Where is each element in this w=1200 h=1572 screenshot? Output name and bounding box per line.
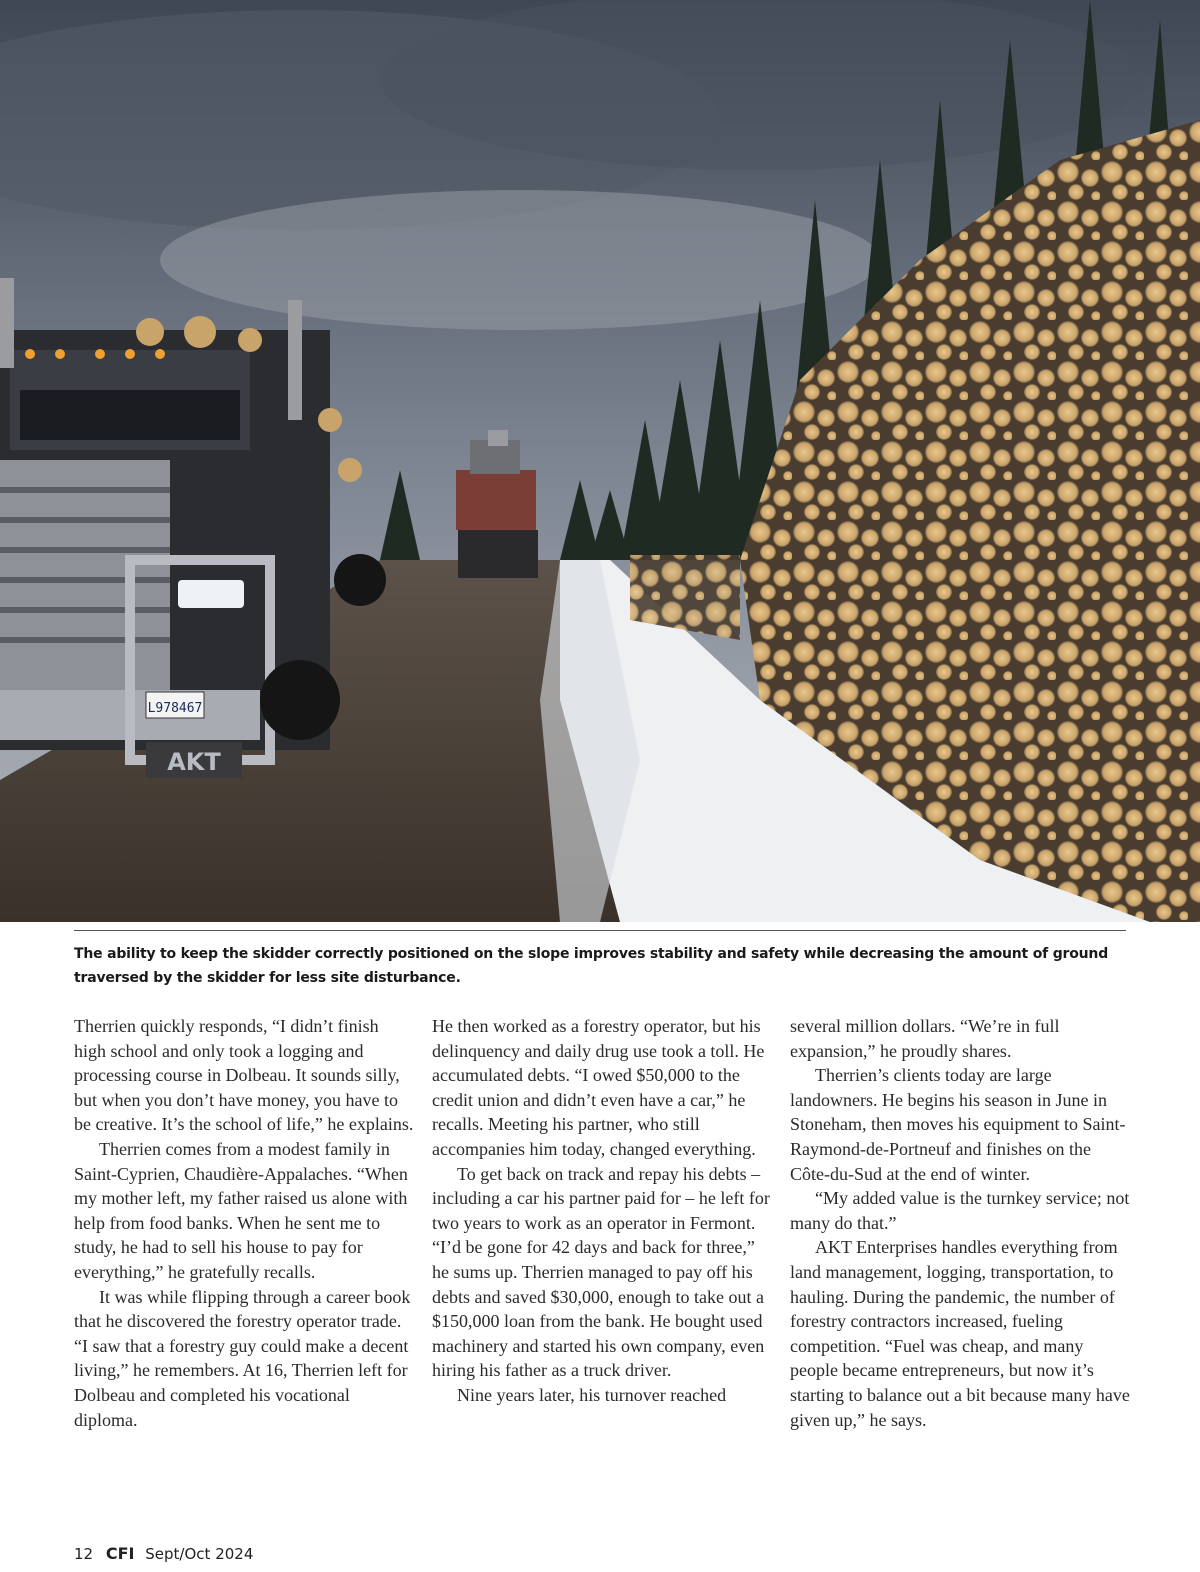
paragraph: Nine years later, his turnover reached [457,1384,727,1405]
caption-rule [74,930,1126,931]
paragraph: Therrien comes from a modest family in Saint-Cyprien, Chaudière-Appalaches. “When my mother left, my father raised us alone with help from food banks. When he sent me to study, he had to sell his house to pay for everything,” he gratefully recalls. [74,1138,408,1282]
article-column-1 [74,1014,414,1432]
grille-badge-text: AKT [167,748,221,776]
paragraph: He then worked as a forestry operator, but his delinquency and daily drug use took a toll. He accumulated debts. “I owed $50,000 to the credit union and didn’t even have a car,” he recalls. Meeting his partner, who still accompanies him today, changed everything. [432,1016,765,1159]
license-plate-text: L978467 [147,701,203,716]
paragraph: Therrien’s clients today are large landowners. He begins his season in June in Stoneham, then moves his equipment to Saint-Raymond-de-Portneuf and finishes on the Côte-du-Sud at the end of winter. [790,1065,1126,1184]
magazine-name: CFI [105,1544,135,1563]
paragraph: several million dollars. “We’re in full expansion,” he proudly shares. [790,1016,1060,1061]
paragraph: AKT Enterprises handles everything from land management, logging, transportation, to hauling. During the pandemic, the number of forestry contractors increased, fueling competition. “Fuel was cheap, and many people became entrepreneurs, but now it’s starting to balance out a bit because many have given up,” he says. [790,1237,1130,1430]
issue-date: Sept/Oct 2024 [145,1545,254,1563]
paragraph: It was while flipping through a career book that he discovered the forestry operator trade. “I saw that a forestry guy could make a decent living,” he remembers. At 16, Therrien left for Dolbeau and completed his vocational diploma. [74,1286,411,1430]
photo-caption: The ability to keep the skidder correctly positioned on the slope improves stability and safety while decreasing the amount of ground traversed by the skidder for less site disturbance. [74,946,1109,986]
page-number: 12 [74,1545,94,1563]
paragraph: Therrien quickly responds, “I didn’t finish high school and only took a logging and processing course in Dolbeau. It sounds silly, but when you don’t have money, you have to be creative. It’s the school of life,” he explains. [74,1016,414,1135]
article-column-3 [790,1014,1130,1432]
page-footer [74,1544,253,1563]
paragraph: “My added value is the turnkey service; not many do that.” [790,1188,1130,1233]
article-column-2 [432,1014,772,1408]
paragraph: To get back on track and repay his debts – including a car his partner paid for – he left for two years to work as an operator in Fermont. “I’d be gone for 42 days and back for three,” he sums up. Therrien managed to pay off his debts and saved $30,000, enough to take out a $150,000 loan from the bank. He bought used machinery and started his own company, even hiring his father as a truck driver. [432,1163,770,1381]
